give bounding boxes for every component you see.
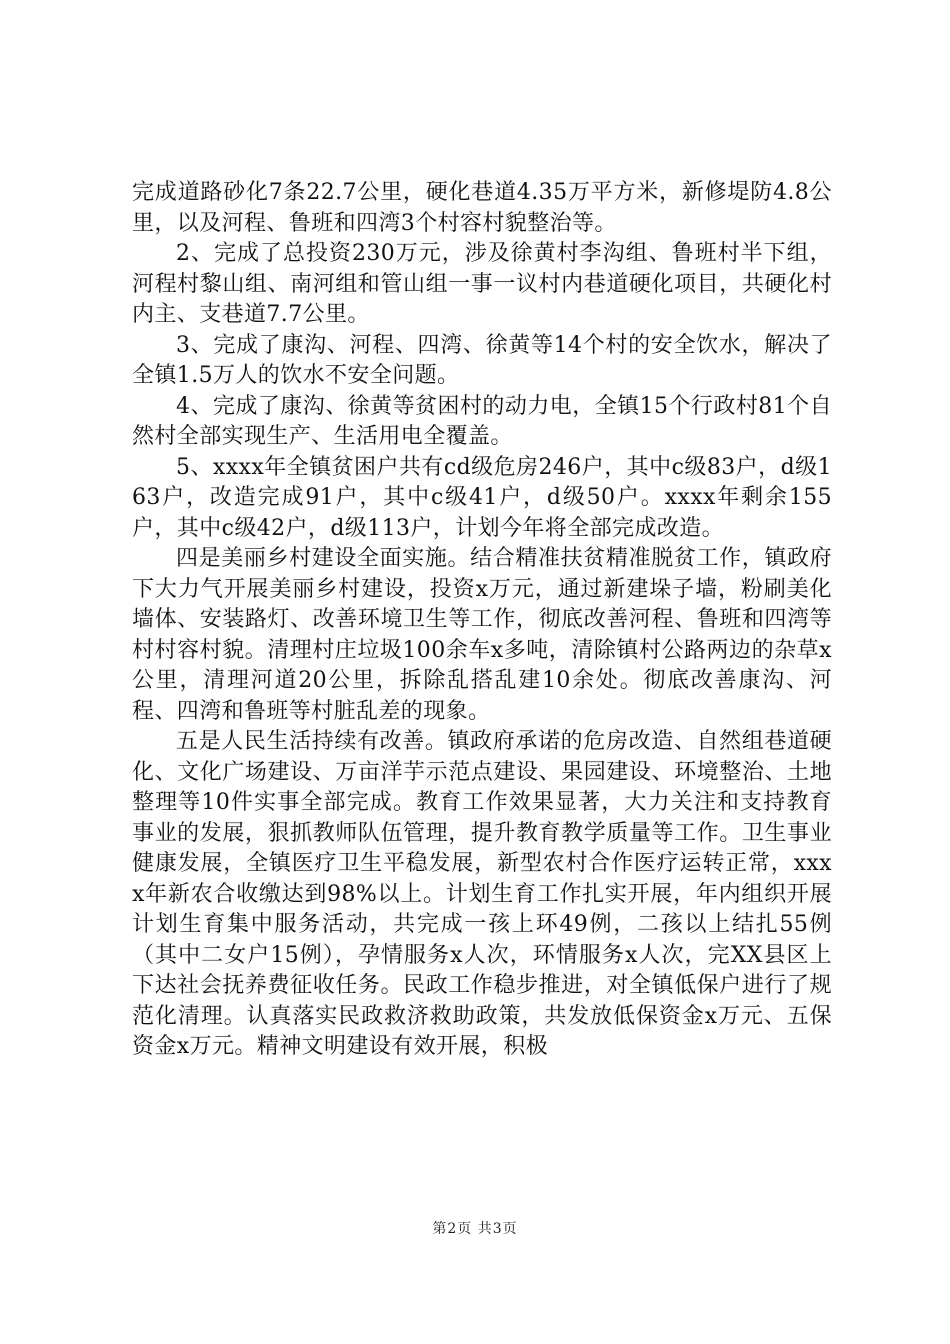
paragraph-item-2: 2、完成了总投资230万元，涉及徐黄村李沟组、鲁班村半下组，河程村黎山组、南河组和管山组一事一议村内巷道硬化项目，共硬化村内主、支巷道7.7公里。: [132, 241, 832, 327]
document-body: [132, 178, 832, 1063]
paragraph-section-4: 四是美丽乡村建设全面实施。结合精准扶贫精准脱贫工作，镇政府下大力气开展美丽乡村建设，投资x万元，通过新建垛子墙，粉刷美化墙体、安装路灯、改善环境卫生等工作，彻底改善河程、鲁班和四湾等村村容村貌。清理村庄垃圾100余车x多吨，清除镇村公路两边的杂草x公里，清理河道20公里，拆除乱搭乱建10余处。彻底改善康沟、河程、四湾和鲁班等村脏乱差的现象。: [132, 546, 832, 724]
paragraph-section-5: 五是人民生活持续有改善。镇政府承诺的危房改造、自然组巷道硬化、文化广场建设、万亩洋芋示范点建设、果园建设、环境整治、土地整理等10件实事全部完成。教育工作效果显著，大力关注和支持教育事业的发展，狠抓教师队伍管理，提升教育教学质量等工作。卫生事业健康发展，全镇医疗卫生平稳发展，新型农村合作医疗运转正常，xxxx年新农合收缴达到98%以上。计划生育工作扎实开展，年内组织开展计划生育集中服务活动，共完成一孩上环49例，二孩以上结扎55例（其中二女户15例），孕情服务x人次，环情服务x人次，完XX县区上下达社会抚养费征收任务。民政工作稳步推进，对全镇低保户进行了规范化清理。认真落实民政救济救助政策，共发放低保资金x万元、五保资金x万元。精神文明建设有效开展，积极: [132, 729, 832, 1059]
paragraph-item-3: 3、完成了康沟、河程、四湾、徐黄等14个村的安全饮水，解决了全镇1.5万人的饮水不安全问题。: [132, 332, 832, 388]
paragraph-item-5: 5、xxxx年全镇贫困户共有cd级危房246户，其中c级83户，d级163户，改造完成91户，其中c级41户，d级50户。xxxx年剩余155户，其中c级42户，d级113户，计划今年将全部完成改造。: [132, 454, 832, 541]
paragraph-item-4: 4、完成了康沟、徐黄等贫困村的动力电，全镇15个行政村81个自然村全部实现生产、生活用电全覆盖。: [132, 393, 832, 449]
paragraph-continuation: 完成道路砂化7条22.7公里，硬化巷道4.35万平方米，新修堤防4.8公里，以及河程、鲁班和四湾3个村容村貌整治等。: [132, 180, 832, 236]
page-number-footer: 第2页 共3页: [432, 1221, 518, 1237]
